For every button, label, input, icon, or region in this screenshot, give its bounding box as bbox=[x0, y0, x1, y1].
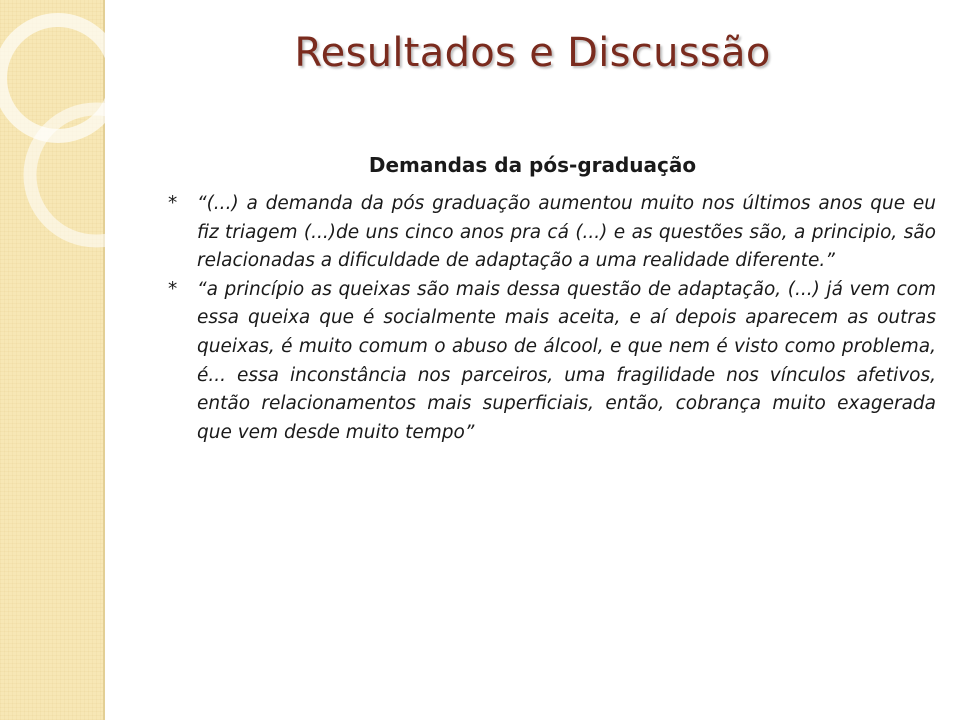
quote-text: “a princípio as queixas são mais dessa questão de adaptação, (...) já vem com essa queixa que é socialmente mais aceita, e aí depois aparecem as outras queixas, é muito comum o abuso de álcool, e que nem é visto como problema, é... essa inconstância nos parceiros, uma fragilidade nos vínculos afetivos, então relacionamentos mais superficiais, então, cobrança muito exagerada que vem desde muito tempo” bbox=[197, 278, 936, 443]
quotes-list bbox=[168, 190, 936, 447]
slide-title: Resultados e Discussão bbox=[294, 30, 771, 76]
decorative-rings-icon bbox=[0, 0, 105, 720]
quote-item bbox=[168, 190, 936, 276]
bullet-marker: * bbox=[168, 193, 178, 214]
decorative-side-panel bbox=[0, 0, 105, 720]
quote-item bbox=[168, 276, 936, 448]
slide-subtitle: Demandas da pós-graduação bbox=[368, 153, 697, 177]
bullet-marker: * bbox=[168, 278, 178, 300]
quote-text: “(...) a demanda da pós graduação aumentou muito nos últimos anos que eu fiz triagem (...)de uns cinco anos pra cá (...) e as questões são, a principio, são relacionadas a dificuldade de adaptação a uma realidade diferente.” bbox=[197, 193, 936, 272]
